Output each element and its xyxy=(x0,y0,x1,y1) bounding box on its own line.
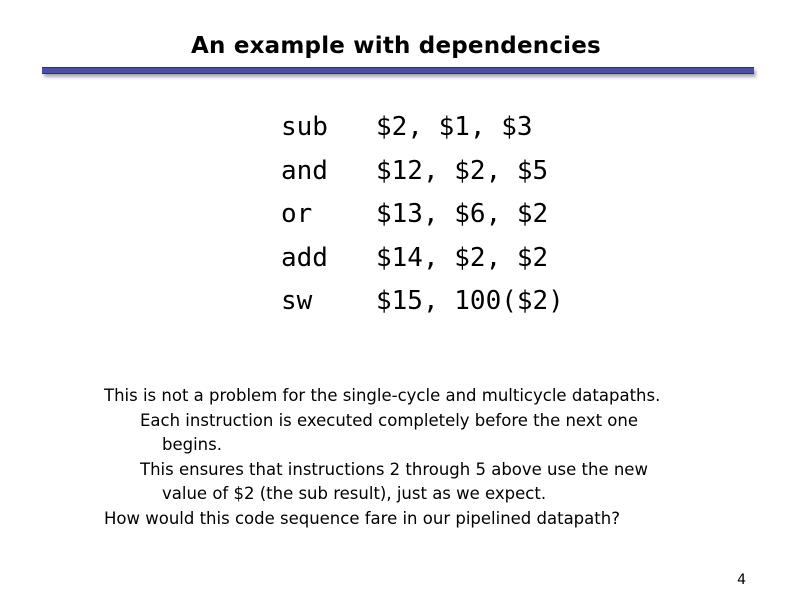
operands: $13, $6, $2 xyxy=(376,199,549,229)
code-line xyxy=(281,150,564,194)
note-line: This ensures that instructions 2 through 5 above use the new xyxy=(140,459,648,479)
operands: $2, $1, $3 xyxy=(376,112,533,142)
code-line xyxy=(281,193,564,237)
opcode: or xyxy=(281,199,313,229)
code-line xyxy=(281,106,564,150)
opcode: add xyxy=(281,242,328,273)
notes-block xyxy=(104,384,744,531)
code-line xyxy=(281,280,564,324)
code-line xyxy=(281,237,564,281)
note-line: value of $2 (the sub result), just as we expect. xyxy=(162,484,547,503)
note-line: begins. xyxy=(162,435,222,454)
title-underline-bar xyxy=(42,67,754,74)
note-line: How would this code sequence fare in our pipelined datapath? xyxy=(104,508,620,528)
operands: $14, $2, $2 xyxy=(376,242,549,273)
opcode: sw xyxy=(281,286,313,316)
page-number: 4 xyxy=(737,572,746,588)
opcode: sub xyxy=(281,112,328,142)
opcode: and xyxy=(281,155,328,186)
code-block xyxy=(281,106,564,324)
operands: $12, $2, $5 xyxy=(376,155,549,186)
note-line: Each instruction is executed completely before the next one xyxy=(140,410,638,430)
note-line: This is not a problem for the single-cycle and multicycle datapaths. xyxy=(104,386,661,405)
operands: $15, 100($2) xyxy=(376,286,564,316)
slide-title: An example with dependencies xyxy=(191,33,601,59)
